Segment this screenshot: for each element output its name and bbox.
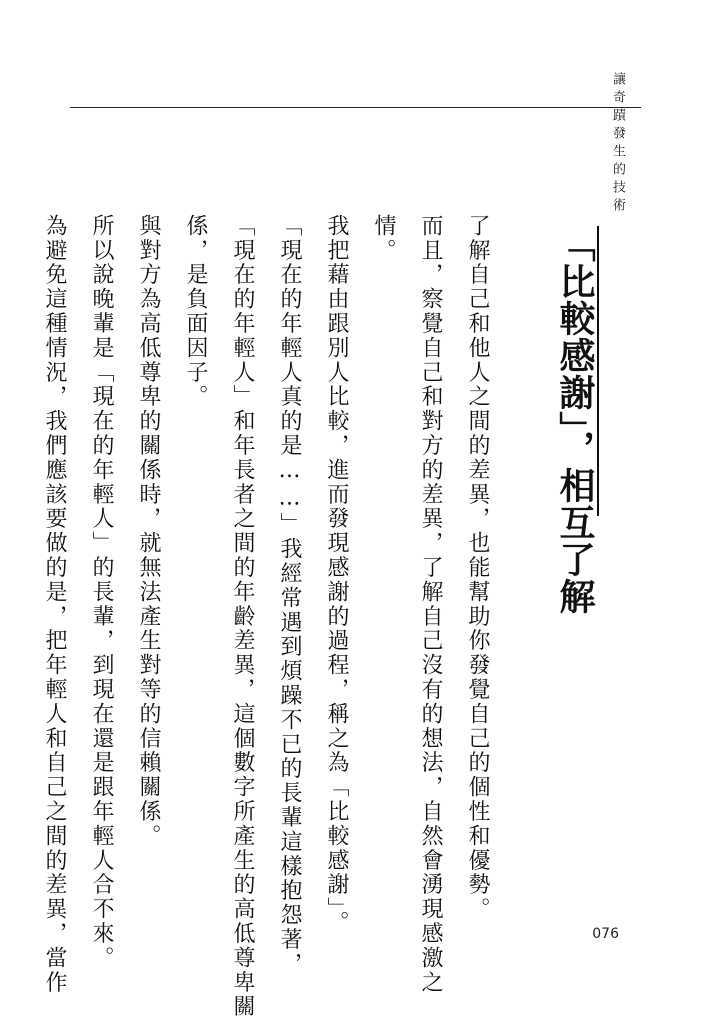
body-line: 為避免這種情況，我們應該要做的是，把年輕人和自己之間的差異，當作	[42, 214, 67, 995]
body-line: 所以說晚輩是「現在的年輕人」的長輩，到現在還是跟年輕人合不來。	[89, 214, 114, 971]
section-title: 「比較感謝」，相互了解	[554, 226, 595, 615]
body-line: 情。	[371, 214, 396, 263]
header-rule	[70, 107, 641, 108]
page-number: 076	[592, 926, 619, 942]
running-header: 讓奇蹟發生的技術	[610, 72, 625, 216]
body-text	[31, 214, 501, 1019]
body-line: 了解自己和他人之間的差異，也能幫助你發覺自己的個性和優勢。	[465, 214, 490, 922]
body-line: 「現在的年輕人」和年長者之間的年齡差異，這個數字所產生的高低尊卑關	[230, 214, 255, 1019]
body-line: 我把藉由跟別人比較，進而發現感謝的過程，稱之為「比較感謝」。	[324, 214, 349, 935]
title-rule	[597, 226, 599, 516]
body-line: 「現在的年輕人真的是……」我經常遇到煩躁不已的長輩這樣抱怨著，	[277, 214, 302, 977]
body-line: 係，是負面因子。	[183, 214, 208, 410]
body-line: 而且，察覺自己和對方的差異，了解自己沒有的想法，自然會湧現感激之	[418, 214, 443, 995]
body-line: 與對方為高低尊卑的關係時，就無法產生對等的信賴關係。	[136, 214, 161, 849]
